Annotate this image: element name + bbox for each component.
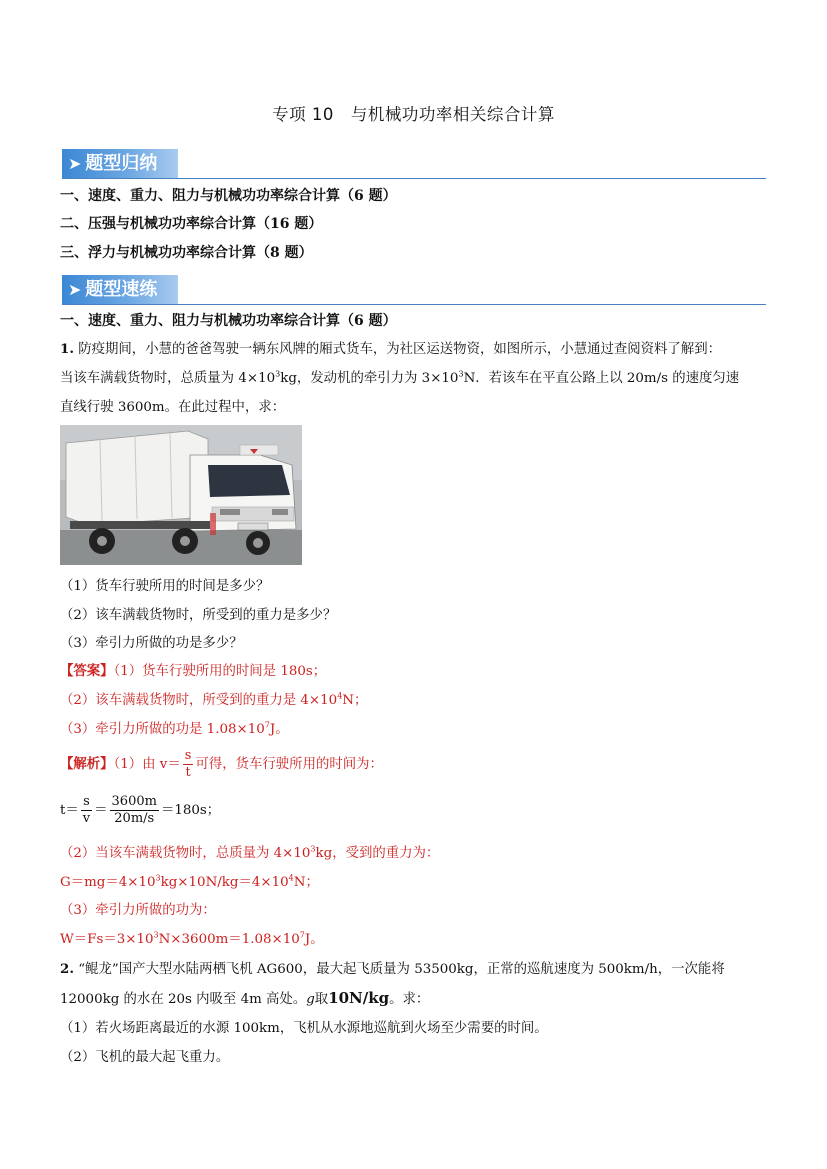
text: ＝ <box>94 803 108 818</box>
text: N×3600m＝1.08×10 <box>158 932 300 947</box>
text: ＝180s； <box>160 803 221 818</box>
exponent: 3 <box>310 844 316 854</box>
q2-line-1 <box>60 958 725 977</box>
exponent: 4 <box>288 873 294 883</box>
answer-3 <box>60 718 289 737</box>
text: J。 <box>269 722 289 737</box>
category-3: 三、浮力与机械功功率综合计算（8 题） <box>60 245 313 261</box>
denominator: t <box>185 765 191 780</box>
divider <box>62 304 766 305</box>
text: 10N/kg <box>328 989 390 1007</box>
text: 取 <box>314 992 329 1007</box>
exponent: 3 <box>155 873 161 883</box>
divider <box>62 178 766 179</box>
text: t＝ <box>60 803 79 818</box>
analysis-3: （3）牵引力所做的功为： <box>60 903 216 918</box>
text: 当该车满载货物时，总质量为 4×10 <box>60 371 276 386</box>
numerator: s <box>81 794 92 811</box>
answer-1 <box>60 660 326 679</box>
denominator: v <box>82 811 91 826</box>
arrow-icon: ➤ <box>68 154 82 173</box>
text: （2）该车满载货物时，所受到的重力是 4×10 <box>60 693 338 708</box>
banner-label: 题型速练 <box>85 279 158 300</box>
q1-line-2 <box>60 367 739 386</box>
text: 可得，货车行驶所用的时间为： <box>195 757 383 772</box>
q1-number: 1. <box>60 341 74 357</box>
q2-sub-2: （2）飞机的最大起飞重力。 <box>60 1050 230 1065</box>
numerator: s <box>184 748 192 763</box>
fraction <box>81 794 92 827</box>
text: N； <box>293 875 319 890</box>
truck-image <box>60 425 302 565</box>
text: G＝mg＝4×10 <box>60 875 156 890</box>
text: g <box>306 992 315 1007</box>
fraction <box>110 794 159 827</box>
equation-t <box>60 794 220 827</box>
equation-w <box>60 928 324 947</box>
text: J。 <box>304 932 324 947</box>
text: N．若该车在平直公路上以 20m/s 的速度匀速 <box>463 371 740 386</box>
text: 12000kg 的水在 20s 内吸至 4m 高处。 <box>60 992 307 1007</box>
q2-line-2 <box>60 988 429 1007</box>
section-banner-practice <box>62 275 178 305</box>
exponent: 4 <box>337 691 343 701</box>
denominator: 20m/s <box>114 811 155 826</box>
exponent: 3 <box>458 369 464 379</box>
fraction <box>183 748 194 781</box>
exponent: 3 <box>153 930 159 940</box>
text: （3）牵引力所做的功是 1.08×10 <box>60 722 265 737</box>
analysis-2 <box>60 842 439 861</box>
analysis-tag: 【解析】 <box>60 756 114 772</box>
q1-line-3: 直线行驶 3600m。在此过程中，求： <box>60 400 286 415</box>
arrow-icon: ➤ <box>68 280 82 299</box>
exponent: 7 <box>264 720 270 730</box>
section-heading: 一、速度、重力、阻力与机械功功率综合计算（6 题） <box>60 313 397 329</box>
banner-label: 题型归纳 <box>85 153 158 174</box>
q2-number: 2. <box>60 961 74 977</box>
q2-text: “鲲龙”国产大型水陆两栖飞机 AG600，最大起飞质量为 53500kg，正常的巡航速度为 500km/h，一次能将 <box>78 962 725 977</box>
q1-sub-3: （3）牵引力所做的功是多少？ <box>60 636 243 651</box>
q1-sub-2: （2）该车满载货物时，所受到的重力是多少？ <box>60 608 337 623</box>
equation-g <box>60 871 319 890</box>
exponent: 3 <box>275 369 281 379</box>
text: kg，受到的重力为： <box>315 846 440 861</box>
text: （1）由 v＝ <box>113 757 181 772</box>
answer-tag: 【答案】 <box>60 663 114 679</box>
answer-2 <box>60 689 367 708</box>
text: kg，发动机的牵引力为 3×10 <box>280 371 459 386</box>
exponent: 7 <box>299 930 305 940</box>
q1-sub-1: （1）货车行驶所用的时间是多少？ <box>60 579 270 594</box>
q1-line-1 <box>60 338 721 357</box>
text: N； <box>342 693 368 708</box>
text: kg×10N/kg＝4×10 <box>160 875 289 890</box>
page-title: 专项 10 与机械功功率相关综合计算 <box>272 105 555 124</box>
analysis-1 <box>60 748 383 781</box>
q2-sub-1: （1）若火场距离最近的水源 100km，飞机从水源地巡航到火场至少需要的时间。 <box>60 1021 548 1036</box>
text: W＝Fs＝3×10 <box>60 932 154 947</box>
text: （2）当该车满载货物时，总质量为 4×10 <box>60 846 311 861</box>
q1-text: 防疫期间，小慧的爸爸驾驶一辆东风牌的厢式货车，为社区运送物资，如图所示，小慧通过查阅资料了解到： <box>78 342 721 357</box>
category-2: 二、压强与机械功功率综合计算（16 题） <box>60 216 323 232</box>
category-1: 一、速度、重力、阻力与机械功功率综合计算（6 题） <box>60 188 397 204</box>
text: 。求： <box>389 992 430 1007</box>
numerator: 3600m <box>111 794 157 809</box>
text: （1）货车行驶所用的时间是 180s； <box>113 664 327 679</box>
section-banner-summary <box>62 149 178 179</box>
